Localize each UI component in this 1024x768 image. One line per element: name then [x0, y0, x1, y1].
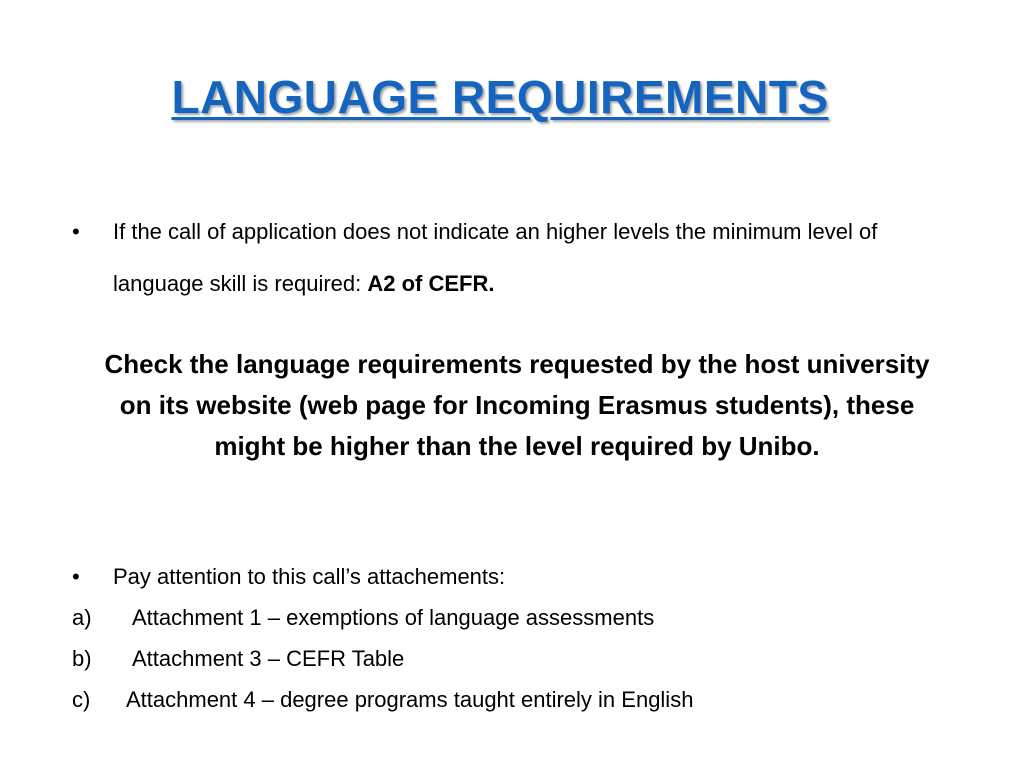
list-item-text: Attachment 1 – exemptions of language assessments [132, 605, 655, 630]
list-item-text: Attachment 3 – CEFR Table [132, 646, 405, 671]
attachments-list [72, 597, 922, 720]
bullet-attachments-intro [72, 556, 922, 597]
bullet-marker: • [72, 564, 80, 589]
list-item-marker: b) [72, 646, 92, 671]
list-item-text: Attachment 4 – degree programs taught entirely in English [126, 687, 694, 712]
list-item [72, 638, 922, 679]
bullet-minimum-level-bold: A2 of CEFR. [367, 271, 495, 296]
bullet-minimum-level [72, 206, 902, 310]
list-item-marker: c) [72, 687, 91, 712]
emphasis-paragraph: Check the language requirements requested by the host university on its website (web page for Incoming Erasmus students), these might be higher than the level required by Unibo. [104, 349, 930, 461]
bullet-marker: • [72, 219, 80, 244]
bullet-minimum-level-plain: If the call of application does not indicate an higher levels the minimum level of language skill is required: [113, 219, 878, 296]
list-item-marker: a) [72, 605, 92, 630]
slide-title: LANGUAGE REQUIREMENTS [171, 71, 829, 123]
bullet-minimum-level-text [113, 206, 902, 310]
list-item [72, 679, 922, 720]
list-item [72, 597, 922, 638]
bullet-attachments-intro-text: Pay attention to this call’s attachements: [113, 564, 506, 589]
